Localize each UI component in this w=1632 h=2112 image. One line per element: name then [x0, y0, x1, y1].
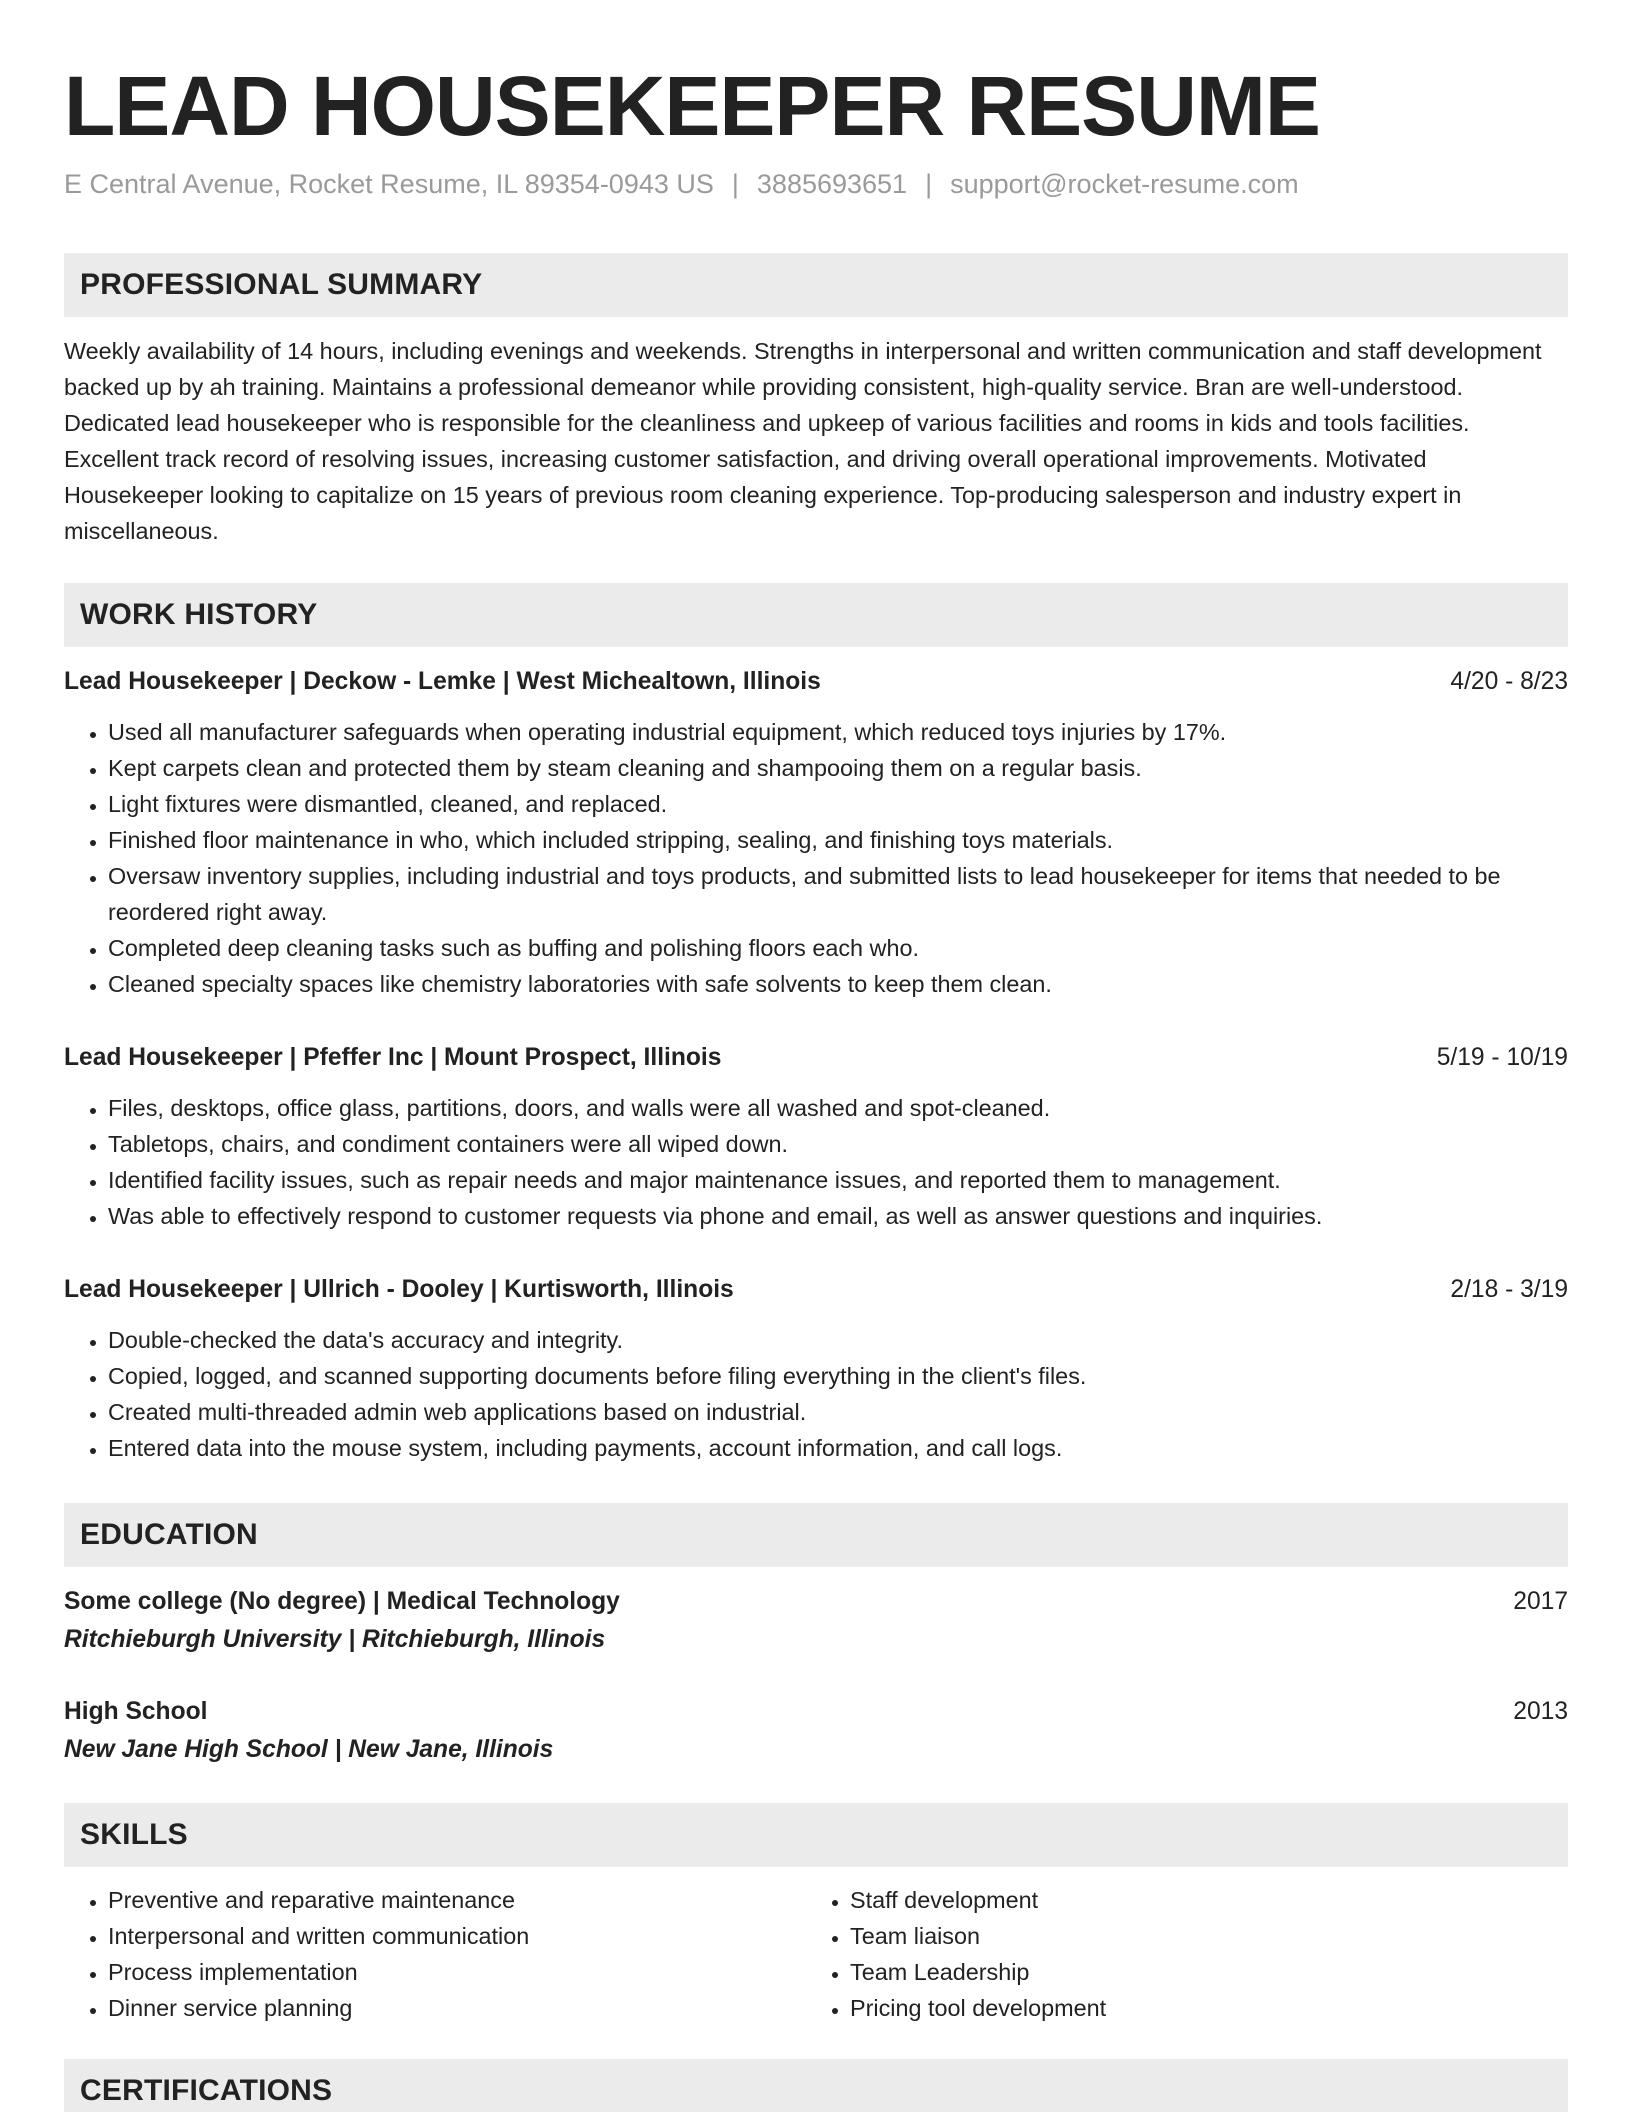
list-item: • Preventive and reparative maintenance: [108, 1882, 764, 1918]
education-degree: High School: [64, 1698, 208, 1725]
list-item: • Identified facility issues, such as repair needs and major maintenance issues, and reported them to management.: [108, 1162, 1568, 1198]
education-header: [64, 1694, 1568, 1730]
job-dates: 4/20 - 8/23: [1450, 668, 1568, 695]
list-item: • Double-checked the data's accuracy and integrity.: [108, 1322, 1568, 1358]
job-bullets: [64, 1090, 1568, 1234]
list-item: • Kept carpets clean and protected them by steam cleaning and shampooing them on a regular basis.: [108, 750, 1568, 786]
list-item: • Staff development: [850, 1882, 1506, 1918]
contact-phone: 3885693651: [756, 169, 908, 199]
list-item: • Light fixtures were dismantled, cleaned, and replaced.: [108, 786, 1568, 822]
section-summary-header: [64, 253, 1568, 317]
list-item: • Used all manufacturer safeguards when operating industrial equipment, which reduced toys injuries by 17%.: [108, 714, 1568, 750]
list-item: • Team liaison: [850, 1918, 1506, 1954]
list-item: • Entered data into the mouse system, including payments, account information, and call logs.: [108, 1430, 1568, 1466]
education-school: Ritchieburgh University | Ritchieburgh, Illinois: [64, 1626, 606, 1653]
list-item: • Interpersonal and written communication: [108, 1918, 764, 1954]
list-item: • Files, desktops, office glass, partitions, doors, and walls were all washed and spot-cleaned.: [108, 1090, 1568, 1126]
list-item: • Process implementation: [108, 1954, 764, 1990]
section-certifications-header: [64, 2059, 1568, 2112]
list-item: • Team Leadership: [850, 1954, 1506, 1990]
section-work-header: [64, 583, 1568, 647]
skills-list: [64, 1882, 764, 2026]
contact-email: support@rocket-resume.com: [950, 169, 1299, 199]
skills-list: [806, 1882, 1506, 2026]
job-dates: 5/19 - 10/19: [1436, 1044, 1568, 1071]
section-summary-title: PROFESSIONAL SUMMARY: [80, 268, 483, 301]
list-item: • Finished floor maintenance in who, which included stripping, sealing, and finishing toys materials.: [108, 822, 1568, 858]
contact-address: E Central Avenue, Rocket Resume, IL 89354-0943 US: [64, 169, 714, 199]
list-item: • Was able to effectively respond to customer requests via phone and email, as well as answer questions and inquiries.: [108, 1198, 1568, 1234]
education-school: New Jane High School | New Jane, Illinois: [64, 1736, 554, 1763]
skills-column-right: [806, 1882, 1506, 2026]
section-education-header: [64, 1503, 1568, 1567]
list-item: • Pricing tool development: [850, 1990, 1506, 2026]
section-certifications-title: CERTIFICATIONS: [80, 2074, 333, 2107]
job-bullets: [64, 1322, 1568, 1466]
section-work-title: WORK HISTORY: [80, 598, 318, 631]
education-year: 2017: [1513, 1588, 1568, 1615]
education-entry: [64, 1584, 1568, 1658]
list-item: • Oversaw inventory supplies, including industrial and toys products, and submitted lists to lead housekeeper for items that needed to be reordered right away.: [108, 858, 1568, 930]
job-title: Lead Housekeeper | Ullrich - Dooley | Kurtisworth, Illinois: [64, 1276, 734, 1303]
list-item: • Copied, logged, and scanned supporting documents before filing everything in the client's files.: [108, 1358, 1568, 1394]
education-entry: [64, 1694, 1568, 1768]
section-skills-header: [64, 1803, 1568, 1867]
job-entry: [64, 1040, 1568, 1234]
contact-separator: |: [925, 169, 933, 199]
list-item: • Dinner service planning: [108, 1990, 764, 2026]
list-item: • Cleaned specialty spaces like chemistry laboratories with safe solvents to keep them clean.: [108, 966, 1568, 1002]
section-skills-title: SKILLS: [80, 1818, 188, 1851]
job-bullets: [64, 714, 1568, 1002]
job-header: [64, 1040, 1568, 1076]
section-education-title: EDUCATION: [80, 1518, 258, 1551]
contact-separator: |: [731, 169, 739, 199]
job-header: [64, 664, 1568, 700]
summary-text: Weekly availability of 14 hours, including evenings and weekends. Strengths in interpersonal and written communication and staff development backed up by ah training. Maintains a professional demeanor while providing consistent, high-quality service. Bran are well-understood. Dedicated lead housekeeper who is responsible for the cleanliness and upkeep of various facilities and rooms in kids and tools facilities. Excellent track record of resolving issues, increasing customer satisfaction, and driving overall operational improvements. Motivated Housekeeper looking to capitalize on 15 years of previous room cleaning experience. Top-producing salesperson and industry expert in miscellaneous.: [64, 338, 1542, 544]
list-item: • Completed deep cleaning tasks such as buffing and polishing floors each who.: [108, 930, 1568, 966]
resume-title: LEAD HOUSEKEEPER RESUME: [64, 59, 1320, 153]
skills-column-left: [64, 1882, 764, 2026]
job-entry: [64, 1272, 1568, 1466]
education-degree: Some college (No degree) | Medical Technology: [64, 1588, 620, 1615]
contact-line: [64, 166, 1299, 202]
list-item: • Created multi-threaded admin web applications based on industrial.: [108, 1394, 1568, 1430]
list-item: • Tabletops, chairs, and condiment containers were all wiped down.: [108, 1126, 1568, 1162]
job-header: [64, 1272, 1568, 1308]
education-header: [64, 1584, 1568, 1620]
job-title: Lead Housekeeper | Pfeffer Inc | Mount Prospect, Illinois: [64, 1044, 722, 1071]
education-year: 2013: [1513, 1698, 1568, 1725]
job-entry: [64, 664, 1568, 1002]
job-title: Lead Housekeeper | Deckow - Lemke | West Michealtown, Illinois: [64, 668, 821, 695]
job-dates: 2/18 - 3/19: [1450, 1276, 1568, 1303]
